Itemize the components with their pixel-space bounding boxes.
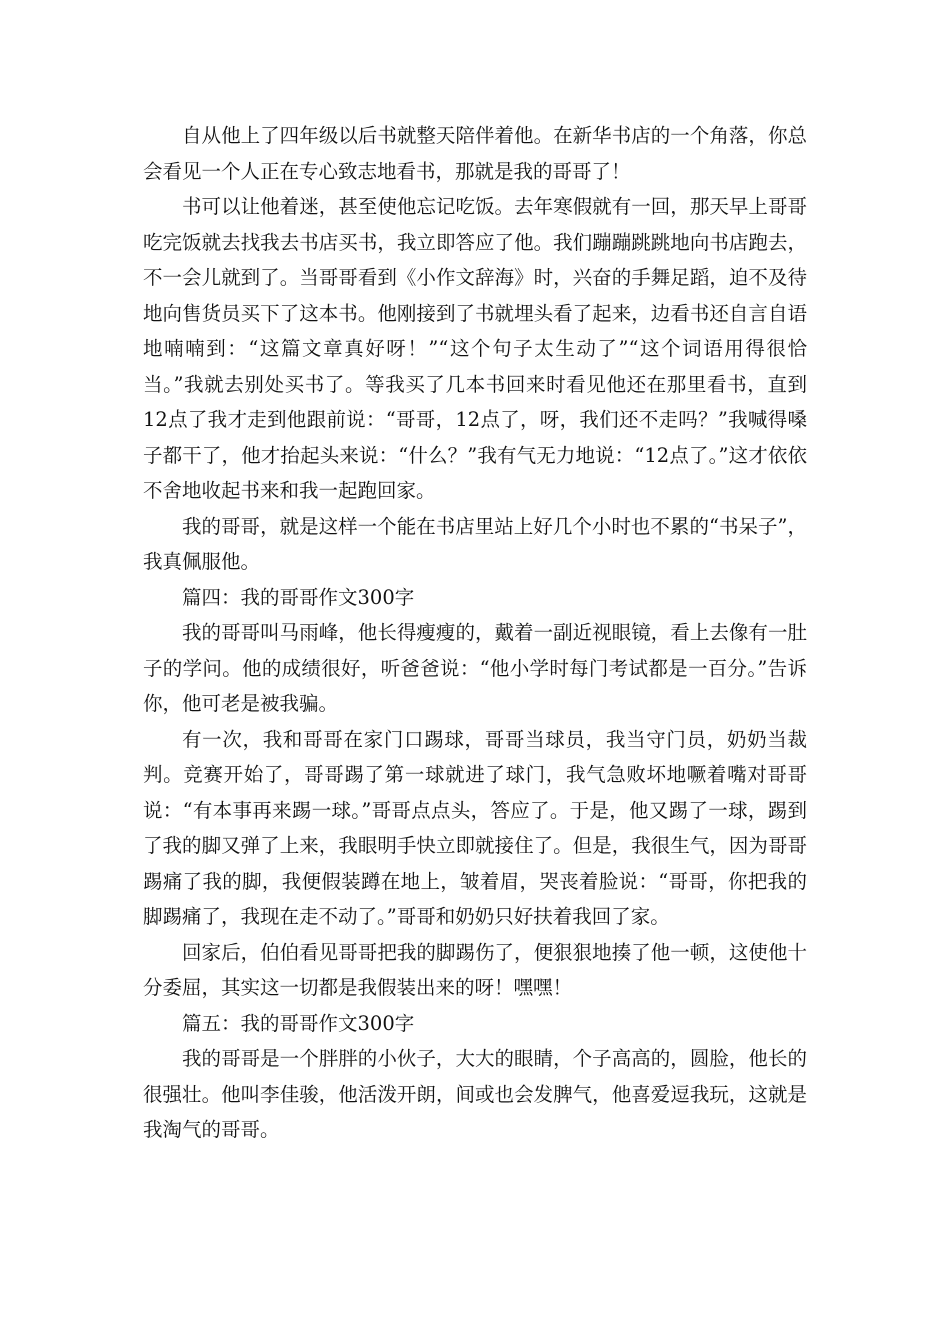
section-heading: 篇四：我的哥哥作文300字	[182, 585, 415, 609]
section-heading: 篇五：我的哥哥作文300字	[182, 1011, 415, 1035]
paragraph: 自从他上了四年级以后书就整天陪伴着他。在新华书店的一个角落，你总会看见一个人正在专心致志地看书，那就是我的哥哥了！	[143, 124, 807, 183]
paragraph: 回家后，伯伯看见哥哥把我的脚踢伤了，便狠狠地揍了他一顿，这使他十分委屈，其实这一切都是我假装出来的呀！嘿嘿！	[143, 940, 807, 999]
document-body	[143, 118, 807, 1148]
paragraph: 有一次，我和哥哥在家门口踢球，哥哥当球员，我当守门员，奶奶当裁判。竞赛开始了，哥哥踢了第一球就进了球门，我气急败坏地噘着嘴对哥哥说：“有本事再来踢一球。”哥哥点点头，答应了。于是，他又踢了一球，踢到了我的脚又弹了上来，我眼明手快立即就接住了。但是，我很生气，因为哥哥踢痛了我的脚，我便假装蹲在地上，皱着眉，哭丧着脸说：“哥哥，你把我的脚踢痛了，我现在走不动了。”哥哥和奶奶只好扶着我回了家。	[143, 727, 807, 928]
paragraph: 我的哥哥是一个胖胖的小伙子，大大的眼睛，个子高高的，圆脸，他长的很强壮。他叫李佳骏，他活泼开朗，间或也会发脾气，他喜爱逗我玩，这就是我淘气的哥哥。	[143, 1047, 807, 1141]
paragraph: 我的哥哥叫马雨峰，他长得瘦瘦的，戴着一副近视眼镜，看上去像有一肚子的学问。他的成绩很好，听爸爸说：“他小学时每门考试都是一百分。”告诉你，他可老是被我骗。	[143, 621, 807, 715]
paragraph: 书可以让他着迷，甚至使他忘记吃饭。去年寒假就有一回，那天早上哥哥吃完饭就去找我去书店买书，我立即答应了他。我们蹦蹦跳跳地向书店跑去，不一会儿就到了。当哥哥看到《小作文辞海》时，兴奋的手舞足蹈，迫不及待地向售货员买下了这本书。他刚接到了书就埋头看了起来，边看书还自言自语地喃喃到：“这篇文章真好呀！”“这个句子太生动了”“这个词语用得很恰当。”我就去别处买书了。等我买了几本书回来时看见他还在那里看书，直到12点了我才走到他跟前说：“哥哥，12点了，呀，我们还不走吗？”我喊得嗓子都干了，他才抬起头来说：“什么？”我有气无力地说：“12点了。”这才依依不舍地收起书来和我一起跑回家。	[143, 195, 807, 502]
paragraph: 我的哥哥，就是这样一个能在书店里站上好几个小时也不累的“书呆子”，我真佩服他。	[143, 514, 807, 573]
